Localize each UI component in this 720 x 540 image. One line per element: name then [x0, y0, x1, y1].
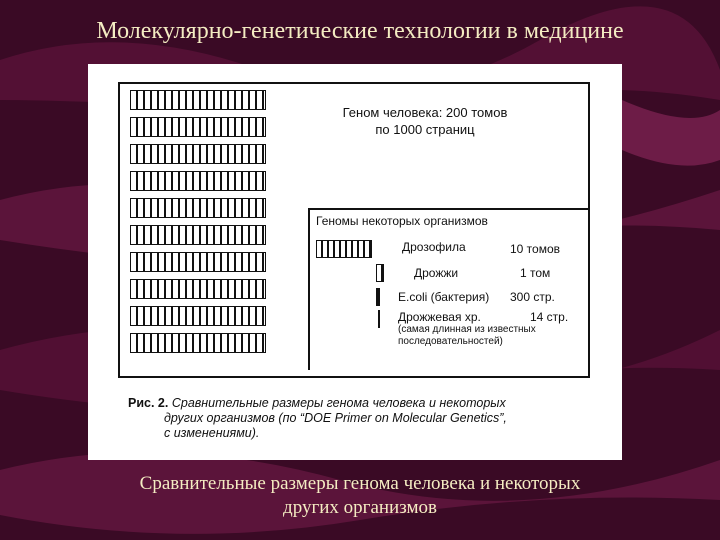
organism-size: 300 стр. — [510, 290, 555, 304]
genome-figure — [88, 64, 622, 460]
human-genome-line2: по 1000 страниц — [375, 122, 475, 137]
bookshelf-row — [130, 144, 266, 164]
organisms-inset — [308, 208, 590, 370]
subtitle-line2: других организмов — [283, 497, 437, 518]
organism-name: Дрожжевая хр. — [398, 310, 481, 324]
organism-size: 10 томов — [510, 242, 561, 256]
organism-name: E.coli (бактерия) — [398, 290, 490, 304]
yeast-volume-icon — [376, 264, 384, 282]
bookshelf-row — [130, 306, 266, 326]
human-genome-line1: Геном человека: 200 томов — [342, 105, 508, 120]
subtitle-line1: Сравнительные размеры генома человека и некоторых — [139, 473, 581, 494]
yeast-chromosome-pages-icon — [378, 310, 380, 328]
note-line1: (самая длинная из известных — [398, 324, 536, 335]
bookshelf-row — [130, 252, 266, 272]
organism-name: Дрожжи — [414, 266, 459, 280]
bookshelf-row — [130, 117, 266, 137]
ecoli-pages-icon — [376, 288, 380, 306]
slide-subtitle — [40, 472, 680, 520]
bookshelf-row — [130, 225, 266, 245]
drosophila-volumes-icon — [316, 240, 372, 258]
human-genome-label — [320, 104, 530, 138]
bookshelf-row — [130, 279, 266, 299]
organism-size: 1 том — [520, 266, 551, 280]
figure-caption — [128, 396, 598, 441]
bookshelf-row — [130, 171, 266, 191]
caption-line2: других организмов (по “DOE Primer on Molecular Genetics”, — [164, 411, 507, 425]
bookshelf-row — [130, 90, 266, 110]
yeast-chromosome-note — [398, 324, 536, 348]
slide-title: Молекулярно-генетические технологии в медицине — [96, 18, 624, 44]
organism-size: 14 стр. — [530, 310, 569, 324]
caption-line1: Сравнительные размеры генома человека и некоторых — [171, 396, 506, 410]
note-line2: последовательностей) — [398, 336, 503, 347]
bookshelf-row — [130, 333, 266, 353]
inset-title: Геномы некоторых организмов — [316, 214, 488, 228]
organism-name: Дрозофила — [402, 240, 466, 254]
figure-frame — [118, 82, 590, 378]
caption-prefix: Рис. 2. — [128, 396, 169, 410]
caption-line3: с изменениями). — [164, 426, 260, 440]
bookshelf-row — [130, 198, 266, 218]
